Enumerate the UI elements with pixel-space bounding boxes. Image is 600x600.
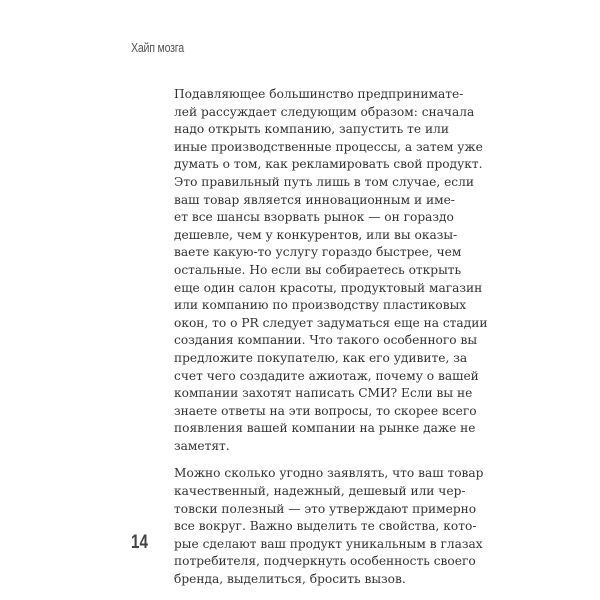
text-line: еще один салон красоты, продуктовый магазин — [174, 280, 483, 295]
text-line: бренда, выделиться, бросить вызов. — [174, 572, 406, 587]
text-line: качественный, надежный, дешевый или чер- — [174, 484, 466, 499]
text-line: дешевле, чем у конкурентов, или вы оказы- — [174, 227, 458, 242]
text-line: ет все шансы взорвать рынок — он гораздо — [174, 210, 454, 225]
text-line: или компанию по производству пластиковых — [174, 298, 467, 313]
text-line: заметят. — [174, 438, 230, 453]
text-line: ваш товар является инновационным и име- — [174, 192, 455, 207]
text-line: думать о том, как рекламировать свой продукт. — [174, 157, 483, 172]
paragraph-2 — [174, 465, 484, 588]
text-line: счет чего создадите ажиотаж, почему о вашей — [174, 368, 479, 383]
text-line: Можно сколько угодно заявлять, что ваш товар — [174, 466, 484, 481]
text-line: создания компании. Что такого особенного вы — [174, 333, 478, 348]
text-line: появления вашей компании на рынке даже не — [174, 421, 476, 436]
text-line: надо открыть компанию, запустить те или — [174, 122, 449, 137]
text-line: ваете какую-то услугу гораздо быстрее, чем — [174, 245, 462, 260]
text-line: окон, то о PR следует задуматься еще на стадии — [174, 315, 488, 330]
running-head: Хайп мозга — [131, 40, 184, 55]
paragraph-1 — [174, 86, 488, 455]
text-line: предложите покупателю, как его удивите, за — [174, 350, 468, 365]
text-line: Подавляющее большинство предпринимате- — [174, 87, 464, 101]
paragraph-gap — [174, 455, 432, 465]
page-number: 14 — [131, 532, 148, 553]
text-line: все вокруг. Важно выделить те свойства, кото- — [174, 519, 477, 534]
text-line: лей рассуждает следующим образом: сначала — [174, 104, 475, 119]
text-line: знаете ответы на эти вопросы, то скорее всего — [174, 403, 477, 418]
text-line: компании захотят написать СМИ? Если вы не — [174, 386, 473, 401]
text-line: иные производственные процессы, а затем уже — [174, 139, 483, 154]
text-line: остальные. Но если вы собираетесь открыть — [174, 262, 462, 277]
body-text — [174, 86, 488, 589]
text-line: Это правильный путь лишь в том случае, если — [174, 174, 474, 189]
text-line: потребителя, подчеркнуть особенность своего — [174, 554, 476, 569]
text-line: рые сделают ваш продукт уникальным в глазах — [174, 536, 483, 551]
text-line: товски полезный — это утверждают примерно — [174, 501, 477, 516]
